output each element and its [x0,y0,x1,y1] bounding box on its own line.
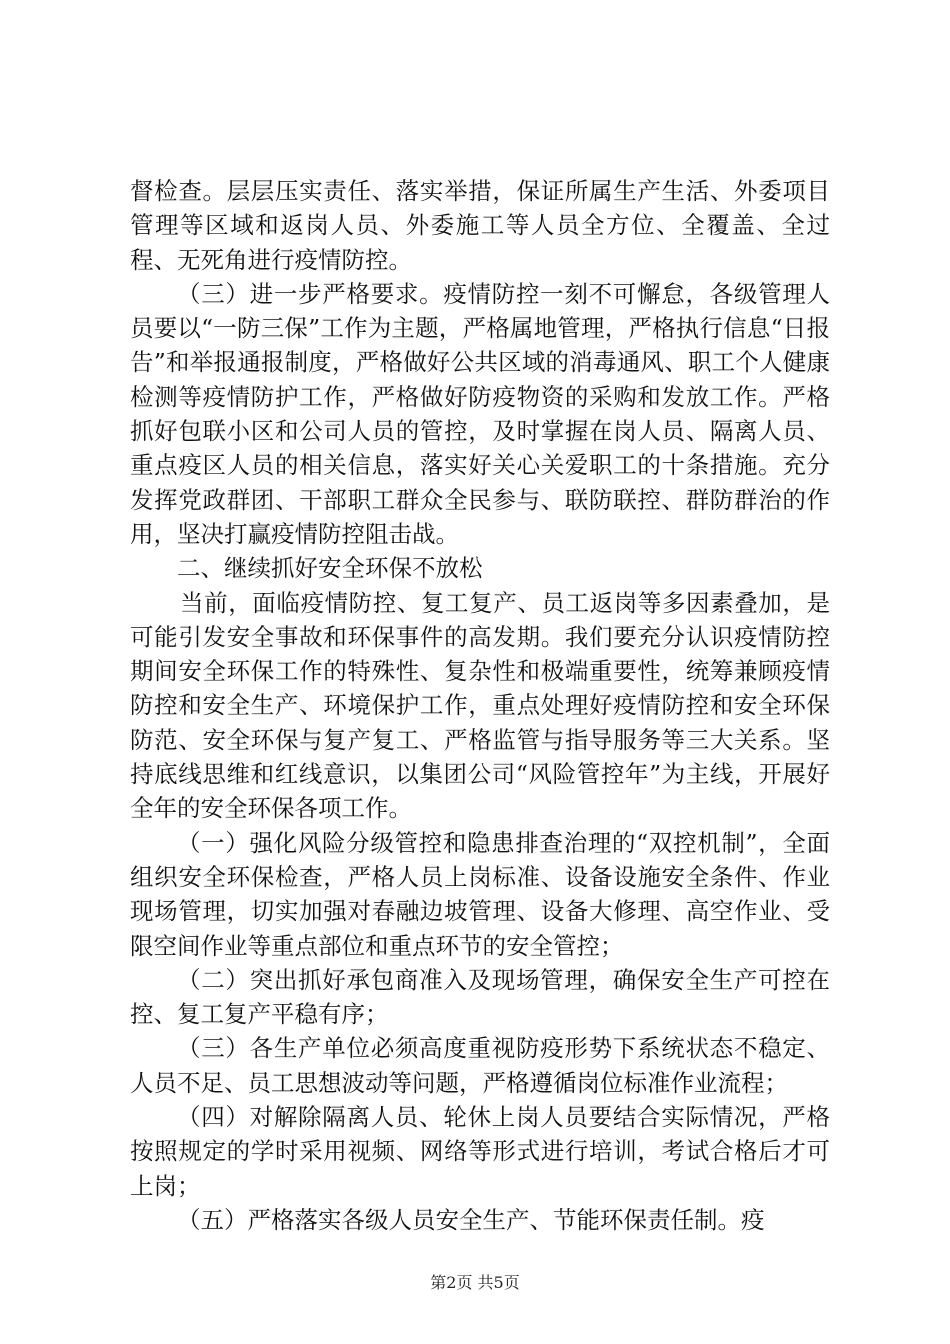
paragraph-item-2: （二）突出抓好承包商准入及现场管理，确保安全生产可控在控、复工复产平稳有序； [130,965,830,1029]
paragraph-section-3-requirements: （三）进一步严格要求。疫情防控一刻不可懈怠，各级管理人员要以“一防三保”工作为主题，严格属地管理，严格执行信息“日报告”和举报通报制度，严格做好公共区域的消毒通风、职工个人健康检测等疫情防护工作，严格做好防疫物资的采购和发放工作。严格抓好包联小区和公司人员的管控，及时掌握在岗人员、隔离人员、重点疫区人员的相关信息，落实好关心关爱职工的十条措施。充分发挥党政群团、干部职工群众全民参与、联防联控、群防群治的作用，坚决打赢疫情防控阻击战。 [130,279,830,548]
page-footer: 第2页 共5页 [430,1273,520,1292]
document-body [130,174,830,1237]
paragraph-item-3: （三）各生产单位必须高度重视防疫形势下系统状态不稳定、人员不足、员工思想波动等问题，严格遵循岗位标准作业流程； [130,1034,830,1097]
paragraph-item-4: （四）对解除隔离人员、轮休上岗人员要结合实际情况，严格按照规定的学时采用视频、网络等形式进行培训，考试合格后才可上岗； [130,1103,830,1200]
section-heading-safety: 二、继续抓好安全环保不放松 [177,554,483,583]
paragraph-item-1: （一）强化风险分级管控和隐患排查治理的“双控机制”，全面组织安全环保检查，严格人员上岗标准、设备设施安全条件、作业现场管理，切实加强对春融边坡管理、设备大修理、高空作业、受限空间作业等重点部位和重点环节的安全管控； [130,828,830,960]
paragraph-item-5: （五）严格落实各级人员安全生产、节能环保责任制。疫 [177,1205,765,1234]
paragraph-continuation: 督检查。层层压实责任、落实举措，保证所属生产生活、外委项目管理等区域和返岗人员、外委施工等人员全方位、全覆盖、全过程、无死角进行疫情防控。 [130,177,830,274]
paragraph-current-situation: 当前，面临疫情防控、复工复产、员工返岗等多因素叠加，是可能引发安全事故和环保事件的高发期。我们要充分认识疫情防控期间安全环保工作的特殊性、复杂性和极端重要性，统筹兼顾疫情防控和安全生产、环境保护工作，重点处理好疫情防控和安全环保防范、安全环保与复产复工、严格监管与指导服务等三大关系。坚持底线思维和红线意识，以集团公司“风险管控年”为主线，开展好全年的安全环保各项工作。 [130,588,830,823]
